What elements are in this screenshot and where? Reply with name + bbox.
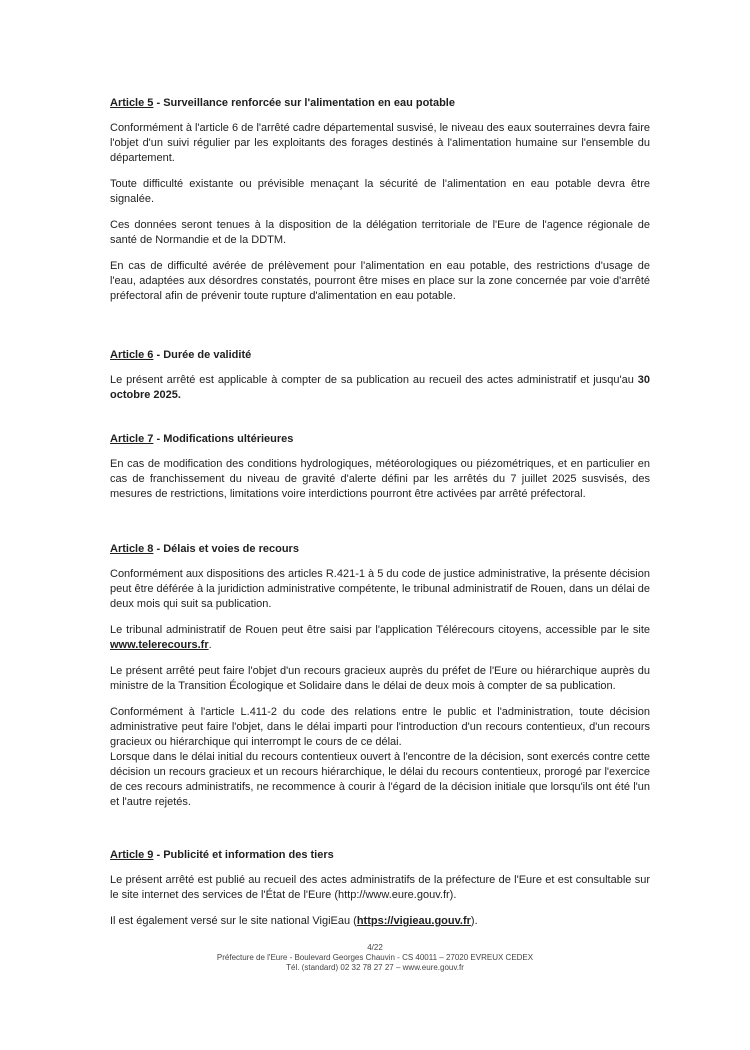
article-5-title: - Surveillance renforcée sur l'alimentation en eau potable	[153, 97, 455, 109]
article-7-heading	[110, 432, 650, 446]
article-5-paragraph-3: Ces données seront tenues à la disposition de la délégation territoriale de l'Eure de l'agence régionale de santé de Normandie et de la DDTM.	[110, 219, 650, 246]
article-6-paragraph-1	[110, 373, 650, 403]
article-8-title: - Délais et voies de recours	[153, 543, 299, 555]
article-8-number: Article 8	[110, 543, 154, 555]
article-8-paragraph-3: Le présent arrêté peut faire l'objet d'un recours gracieux auprès du préfet de l'Eure ou hiérarchique auprès du ministre de la Transition Écologique et Solidaire dans le délai de deux mois à compter de sa publication.	[110, 665, 650, 692]
article-9-title: - Publicité et information des tiers	[153, 849, 334, 861]
page-number: 4/22	[367, 943, 383, 952]
article-8-heading	[110, 542, 650, 556]
article-8-p2-end: .	[208, 639, 212, 651]
article-9-p2-end: ).	[470, 915, 478, 927]
article-9	[110, 848, 650, 929]
article-9-number: Article 9	[110, 849, 154, 861]
article-6-text: Le présent arrêté est applicable à compter de sa publication au recueil des actes administratif et jusqu'au	[110, 374, 638, 386]
article-8-paragraph-5: Lorsque dans le délai initial du recours contentieux ouvert à l'encontre de la décision, sont exercés contre cette décision un recours gracieux et un recours hiérarchique, le délai du recours contentieux, prorogé par l'exercice de ces recours administratifs, ne recommence à courir à l'égard de la décision initiale que lorsqu'ils ont été l'un et l'autre rejetés.	[110, 751, 650, 808]
article-5-paragraph-4: En cas de difficulté avérée de prélèvement pour l'alimentation en eau potable, des restrictions d'usage de l'eau, adaptées aux désordres constatés, pourront être mises en place sur la zone concernée par voie d'arrêté préfectoral afin de prévenir toute rupture d'alimentation en eau potable.	[110, 260, 650, 302]
article-8-paragraph-1: Conformément aux dispositions des articles R.421-1 à 5 du code de justice administrative, la présente décision peut être déférée à la juridiction administrative compétente, le tribunal administratif de Rouen, dans un délai de deux mois qui suit sa publication.	[110, 568, 650, 610]
article-8	[110, 542, 650, 810]
footer-address: Préfecture de l'Eure - Boulevard Georges Chauvin - CS 40011 – 27020 EVREUX CEDEX	[216, 953, 534, 962]
article-7-title: - Modifications ultérieures	[153, 433, 294, 445]
article-7-paragraph-1: En cas de modification des conditions hydrologiques, météorologiques ou piézométriques, et en particulier en cas de franchissement du niveau de gravité d'alerte défini par les arrêtés du 7 juillet 2025 susvisés, des mesures de restrictions, limitations voire interdictions pourront être activées par arrêté préfectoral.	[110, 458, 650, 500]
article-5-heading	[110, 96, 650, 110]
article-7-number: Article 7	[110, 433, 154, 445]
footer-contact: Tél. (standard) 02 32 78 27 27 – www.eure.gouv.fr	[286, 963, 464, 972]
article-8-paragraph-4: Conformément à l'article L.411-2 du code des relations entre le public et l'administration, toute décision administrative peut faire l'objet, dans le délai imparti pour l'introduction d'un recours contentieux, d'un recours gracieux ou hiérarchique qui interrompt le cours de ce délai.	[110, 706, 650, 748]
article-9-paragraph-1: Le présent arrêté est publié au recueil des actes administratifs de la préfecture de l'Eure et est consultable sur le site internet des services de l'État de l'Eure (http://www.eure.gouv.fr).	[110, 874, 650, 901]
article-9-paragraph-2	[110, 914, 650, 929]
article-7	[110, 432, 650, 502]
telerecours-link[interactable]: www.telerecours.fr	[110, 639, 209, 651]
article-5-paragraph-2: Toute difficulté existante ou prévisible menaçant la sécurité de l'alimentation en eau potable devra être signalée.	[110, 178, 650, 205]
vigieau-link[interactable]: https://vigieau.gouv.fr	[356, 915, 471, 927]
article-5-paragraph-1: Conformément à l'article 6 de l'arrêté cadre départemental susvisé, le niveau des eaux souterraines devra faire l'objet d'un suivi régulier par les exploitants des forages destinés à l'alimentation humaine sur l'ensemble du département.	[110, 122, 650, 164]
article-9-heading	[110, 848, 650, 862]
article-8-paragraph-2	[110, 623, 650, 653]
article-5-number: Article 5	[110, 97, 154, 109]
article-6-title: - Durée de validité	[153, 349, 252, 361]
page-footer	[0, 943, 750, 973]
article-9-p2-text: Il est également versé sur le site national VigiEau (	[110, 915, 357, 927]
article-6-date: 30 octobre 2025.	[110, 374, 650, 401]
article-8-p2-text: Le tribunal administratif de Rouen peut être saisi par l'application Télérecours citoyens, accessible par le site	[110, 624, 650, 636]
article-5	[110, 96, 650, 304]
article-6	[110, 348, 650, 403]
article-6-number: Article 6	[110, 349, 154, 361]
article-6-heading	[110, 348, 650, 362]
